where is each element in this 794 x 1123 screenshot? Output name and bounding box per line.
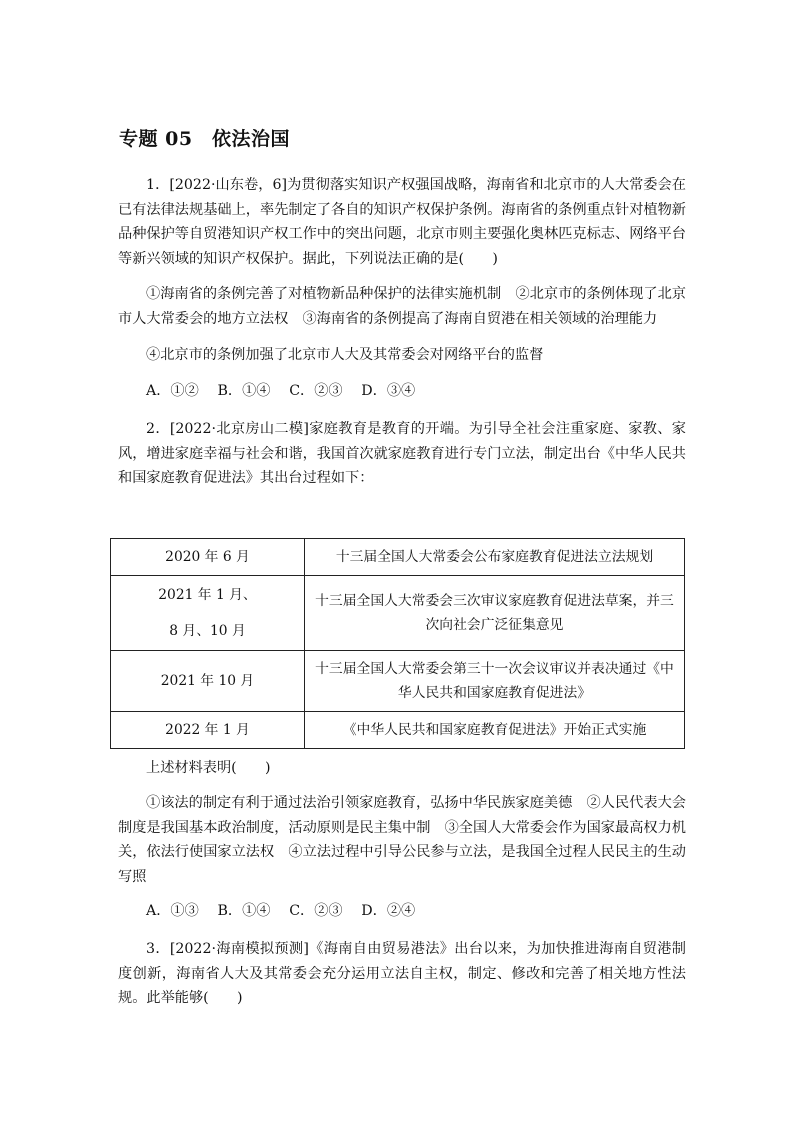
table-cell-date [111,712,305,749]
page-title: 专题 05 依法治国 [119,128,291,150]
legislation-timeline-table [110,538,685,749]
date-text: 2022 年 1 月 [165,722,250,738]
table-cell-date [111,576,305,651]
table-cell-event: 十三届全国人大常委会第三十一次会议审议并表决通过《中华人民共和国家庭教育促进法》 [305,651,685,712]
table-row [111,651,685,712]
question-3-stem: 3．[2022·海南模拟预测]《海南自由贸易港法》出台以来，为加快推进海南自贸港制度创新，海南省人大及其常委会充分运用立法自主权，制定、修改和完善了相关地方性法规。此举能够( ) [118,941,686,1006]
question-1-statement-4: ④北京市的条例加强了北京市人大及其常委会对网络平台的监督 [146,347,544,363]
question-1-stem: 1．[2022·山东卷，6]为贯彻落实知识产权强国战略，海南省和北京市的人大常委会在已有法律法规基础上，率先制定了各自的知识产权保护条例。海南省的条例重点针对植物新品种保护等自贸港知识产权工作中的突出问题，北京市则主要强化奥林匹克标志、网络平台等新兴领域的知识产权保护。据此，下列说法正确的是( ) [118,177,686,267]
date-text: 2021 年 1 月、 [158,587,257,603]
table-cell-event: 十三届全国人大常委会三次审议家庭教育促进法草案，并三次向社会广泛征集意见 [305,576,685,651]
date-text: 2021 年 10 月 [160,673,255,689]
question-1-options: A．①② B．①④ C．②③ D．③④ [146,383,416,399]
table-cell-event: 十三届全国人大常委会公布家庭教育促进法立法规划 [305,539,685,576]
question-2-options: A．①③ B．①④ C．②③ D．②④ [146,903,416,919]
question-2-lead: 上述材料表明( ) [146,760,271,776]
question-1-statements: ①海南省的条例完善了对植物新品种保护的法律实施机制 ②北京市的条例体现了北京市人大常委会的地方立法权 ③海南省的条例提高了海南自贸港在相关领域的治理能力 [118,286,686,327]
table-cell-event: 《中华人民共和国家庭教育促进法》开始正式实施 [305,712,685,749]
table-cell-date [111,539,305,576]
table-row [111,539,685,576]
date-text-continued: 8 月、10 月 [169,623,246,639]
question-2-statements: ①该法的制定有利于通过法治引领家庭教育，弘扬中华民族家庭美德 ②人民代表大会制度是我国基本政治制度，活动原则是民主集中制 ③全国人大常委会作为国家最高权力机关，依法行使国家立法权 ④立法过程中引导公民参与立法，是我国全过程人民民主的生动写照 [118,795,686,885]
date-text: 2020 年 6 月 [165,549,250,565]
table-row [111,576,685,651]
table-row [111,712,685,749]
question-2-stem: 2．[2022·北京房山二模]家庭教育是教育的开端。为引导全社会注重家庭、家教、家风，增进家庭幸福与社会和谐，我国首次就家庭教育进行专门立法，制定出台《中华人民共和国家庭教育促进法》其出台过程如下： [118,421,686,486]
table-cell-date [111,651,305,712]
